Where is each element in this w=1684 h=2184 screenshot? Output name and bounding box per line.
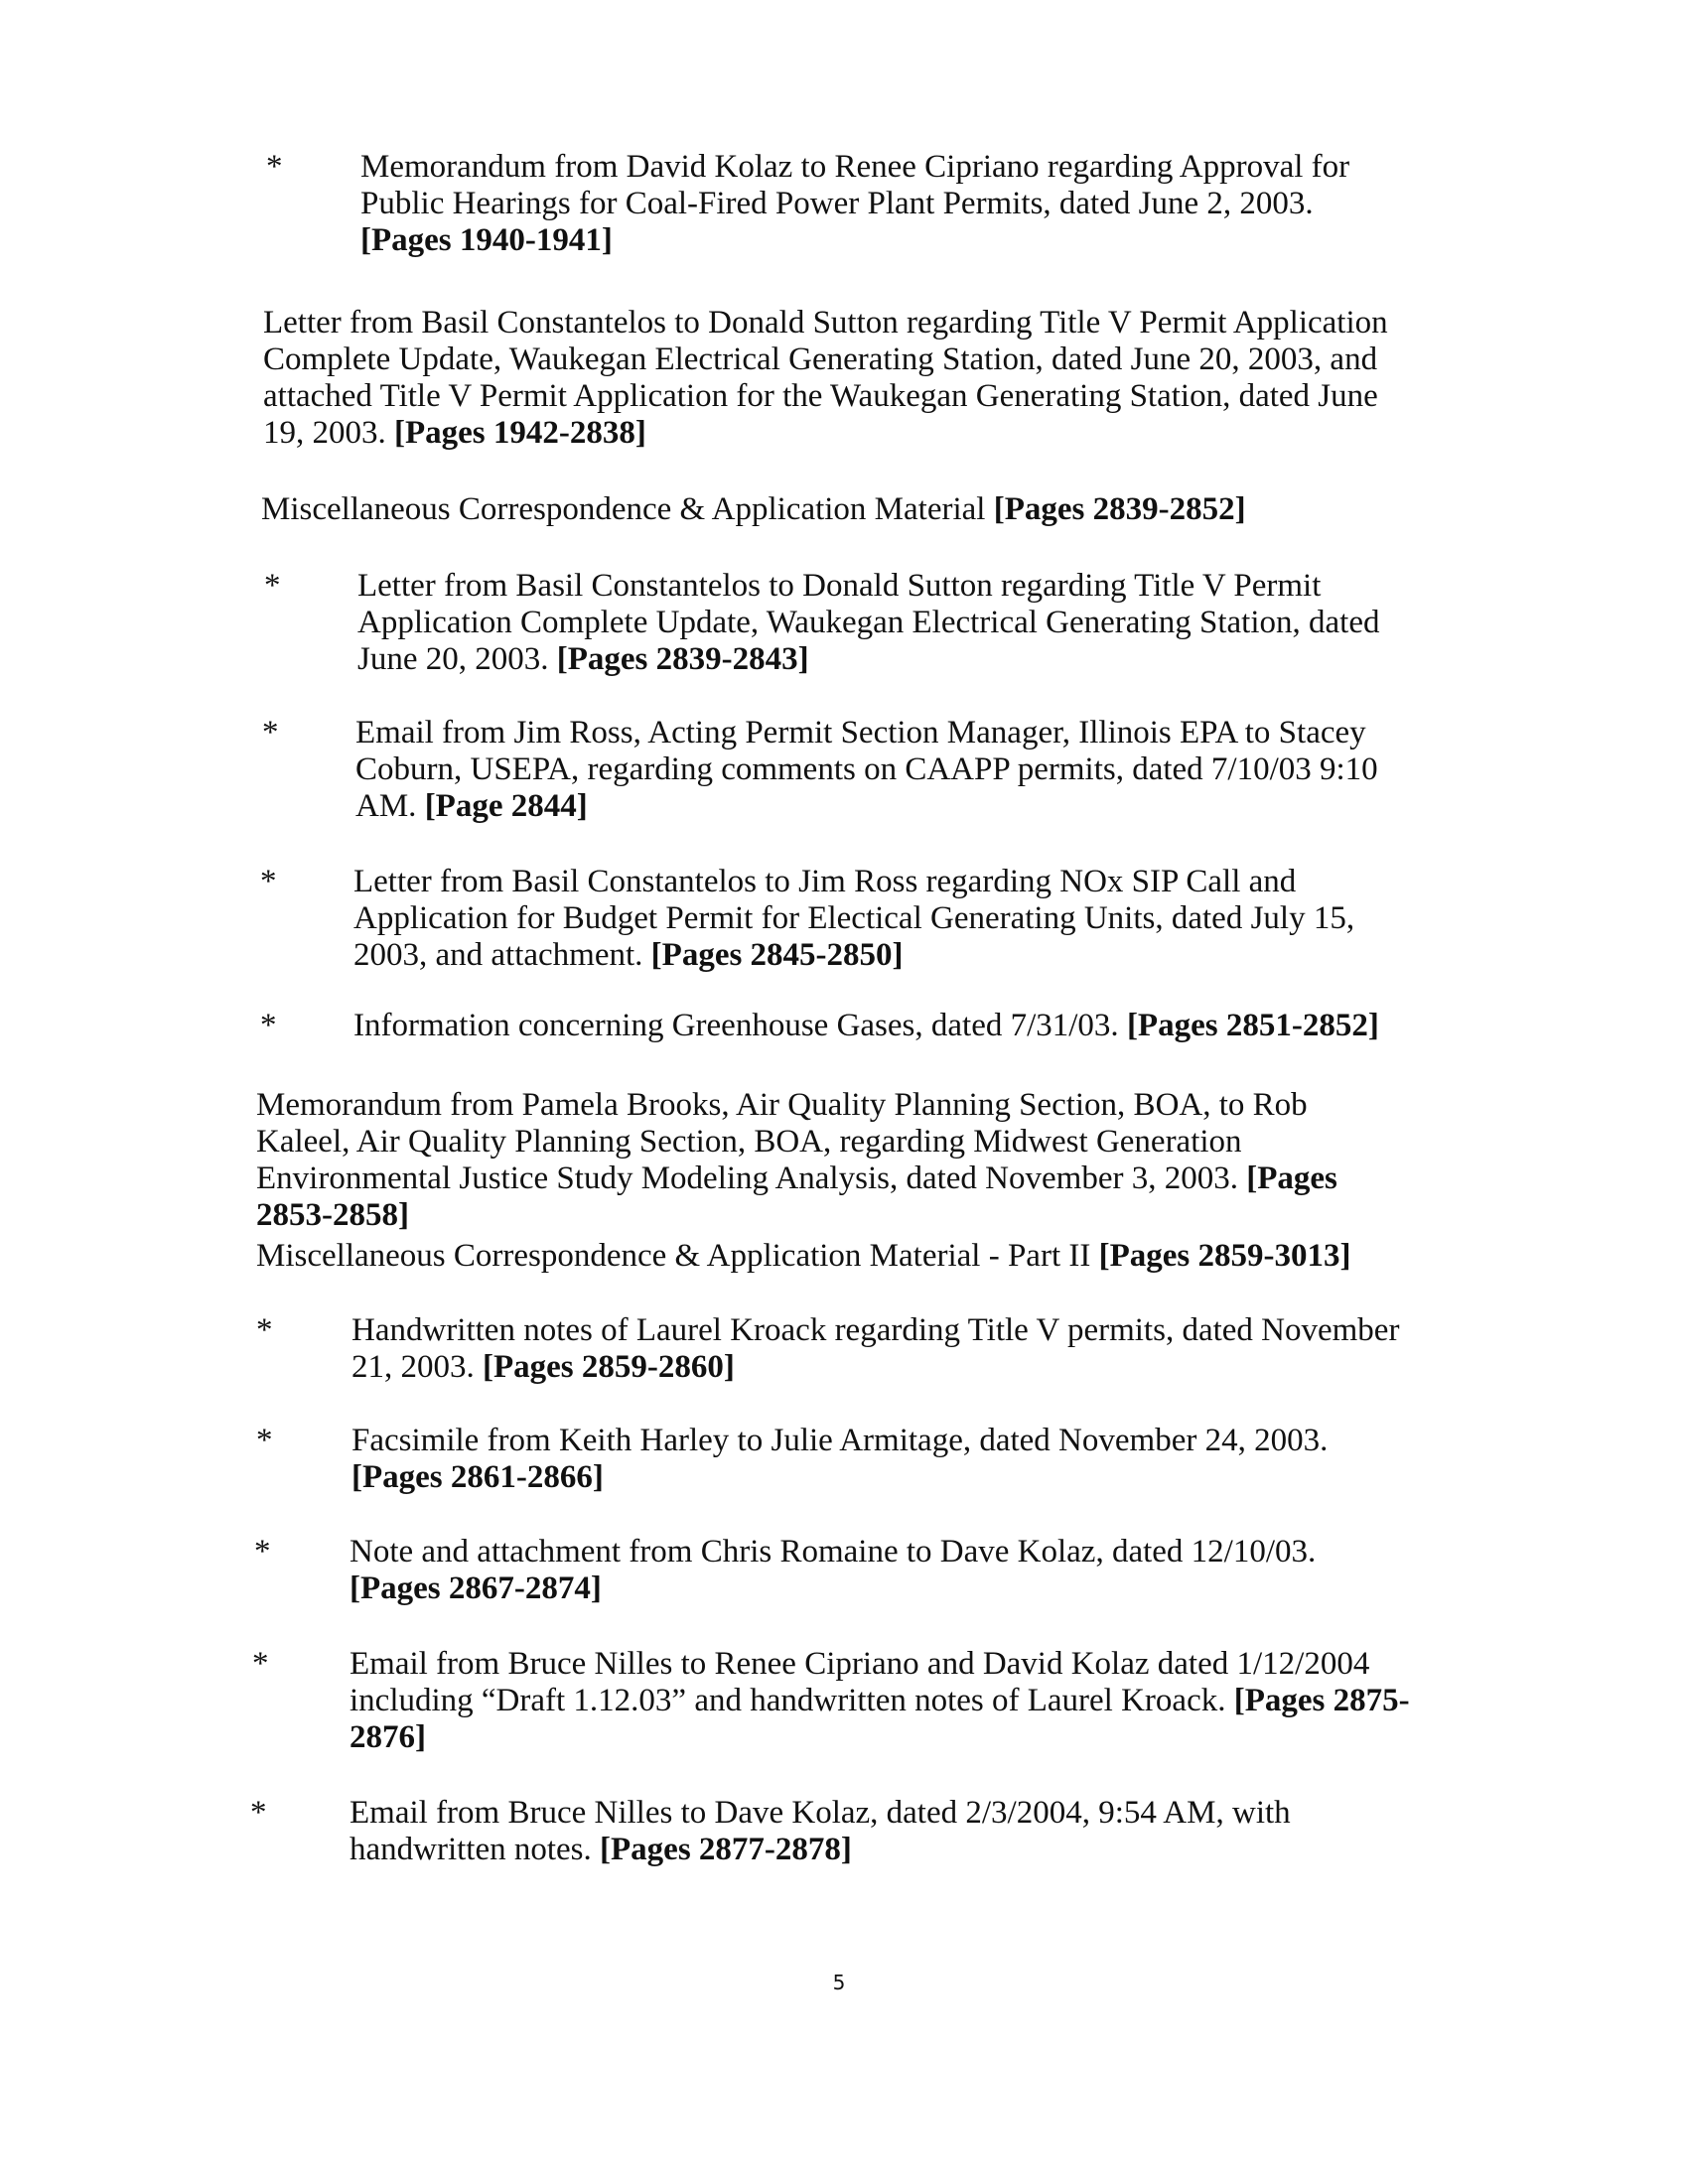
list-item [250, 1795, 1402, 1884]
bullet-marker: * [266, 149, 283, 185]
page-reference: [Pages 2859-2860] [483, 1349, 735, 1385]
entry-description: Memorandum from Pamela Brooks, Air Quality Planning Section, BOA, to Rob Kaleel, Air Quality Planning Section, BOA, regarding Midwest Generation Environmental Justice Study Modeling Analysis, dated November 3, 2003. [256, 1087, 1308, 1196]
page-reference: [Pages 1940-1941] [360, 222, 613, 258]
entry-text [350, 1795, 1342, 1868]
list-item [260, 864, 1412, 983]
entry-description: Letter from Basil Constantelos to Donald Sutton regarding Title V Permit Application Complete Update, Waukegan Electrical Generating Station, dated June 20, 2003, and attached Title V Permit Application for the Waukegan Generating Station, dated June 19, 2003. [263, 305, 1388, 451]
entry-text [350, 1646, 1412, 1756]
entry-description: Letter from Basil Constantelos to Donald Sutton regarding Title V Permit Application Complete Update, Waukegan Electrical Generating Station, dated June 20, 2003. [357, 568, 1380, 677]
section-heading [261, 491, 1413, 528]
list-item [262, 715, 1414, 834]
entry-description: Facsimile from Keith Harley to Julie Armitage, dated November 24, 2003. [351, 1423, 1329, 1458]
entry-text [357, 568, 1390, 678]
entry-description: Note and attachment from Chris Romaine to Dave Kolaz, dated 12/10/03. [350, 1534, 1317, 1570]
bullet-marker: * [260, 864, 277, 899]
page-reference: [Pages 2875-2876] [350, 1683, 1410, 1755]
page-reference: [Pages 2877-2878] [600, 1832, 852, 1867]
bullet-marker: * [264, 568, 281, 604]
page-reference: [Pages 2839-2843] [556, 641, 809, 677]
list-item [266, 149, 1418, 268]
entry-text [355, 715, 1398, 825]
page-reference: [Pages 2845-2850] [650, 937, 904, 973]
entry-description: Handwritten notes of Laurel Kroack regarding Title V permits, dated November 21, 2003. [351, 1312, 1400, 1385]
list-item [264, 568, 1416, 687]
bullet-marker: * [250, 1795, 267, 1831]
entry-description: Memorandum from David Kolaz to Renee Cipriano regarding Approval for Public Hearings for Coal-Fired Power Plant Permits, dated June 2, 2003. [360, 149, 1350, 221]
list-item [254, 1534, 1406, 1623]
bullet-marker: * [260, 1008, 277, 1043]
page-number: 5 [832, 1971, 846, 1994]
list-item [252, 1646, 1410, 1765]
list-item [256, 1312, 1408, 1402]
paragraph-entry [256, 1087, 1408, 1234]
section-heading [256, 1238, 1408, 1275]
page-reference: [Pages 2839-2852] [993, 491, 1246, 527]
list-item [260, 1008, 1412, 1052]
page-reference: [Pages 2851-2852] [1126, 1008, 1379, 1043]
page-reference: [Pages 1942-2838] [394, 415, 646, 451]
entry-text [360, 149, 1408, 259]
entry-description: Email from Jim Ross, Acting Permit Section Manager, Illinois EPA to Stacey Coburn, USEPA, regarding comments on CAAPP permits, dated 7/10/03 9:10 AM. [355, 715, 1378, 824]
entry-description: Miscellaneous Correspondence & Application Material - Part II [256, 1238, 1091, 1274]
page-reference: [Page 2844] [424, 788, 588, 824]
entry-description: Email from Bruce Nilles to Renee Cipriano and David Kolaz dated 1/12/2004 including “Draft 1.12.03” and handwritten notes of Laurel Kroack. [350, 1646, 1370, 1718]
entry-text [353, 864, 1386, 974]
entry-description: Information concerning Greenhouse Gases, dated 7/31/03. [353, 1008, 1119, 1043]
page-reference: [Pages 2867-2874] [350, 1570, 602, 1606]
bullet-marker: * [256, 1312, 273, 1348]
list-item [256, 1423, 1408, 1512]
entry-description: Miscellaneous Correspondence & Application Material [261, 491, 986, 527]
bullet-marker: * [262, 715, 279, 751]
page-reference: [Pages 2859-3013] [1098, 1238, 1351, 1274]
page-reference: [Pages 2861-2866] [351, 1459, 604, 1495]
paragraph-entry [263, 305, 1415, 452]
entry-text [353, 1008, 1406, 1044]
entry-text [350, 1534, 1412, 1607]
bullet-marker: * [252, 1646, 269, 1682]
page-reference: [Pages 2853-2858] [256, 1160, 1337, 1233]
entry-text [351, 1312, 1404, 1386]
entry-description: Email from Bruce Nilles to Dave Kolaz, dated 2/3/2004, 9:54 AM, with handwritten notes. [350, 1795, 1291, 1867]
bullet-marker: * [254, 1534, 271, 1570]
entry-description: Letter from Basil Constantelos to Jim Ross regarding NOx SIP Call and Application for Budget Permit for Electical Generating Units, dated July 15, 2003, and attachment. [353, 864, 1355, 973]
entry-text [351, 1423, 1384, 1496]
bullet-marker: * [256, 1423, 273, 1458]
